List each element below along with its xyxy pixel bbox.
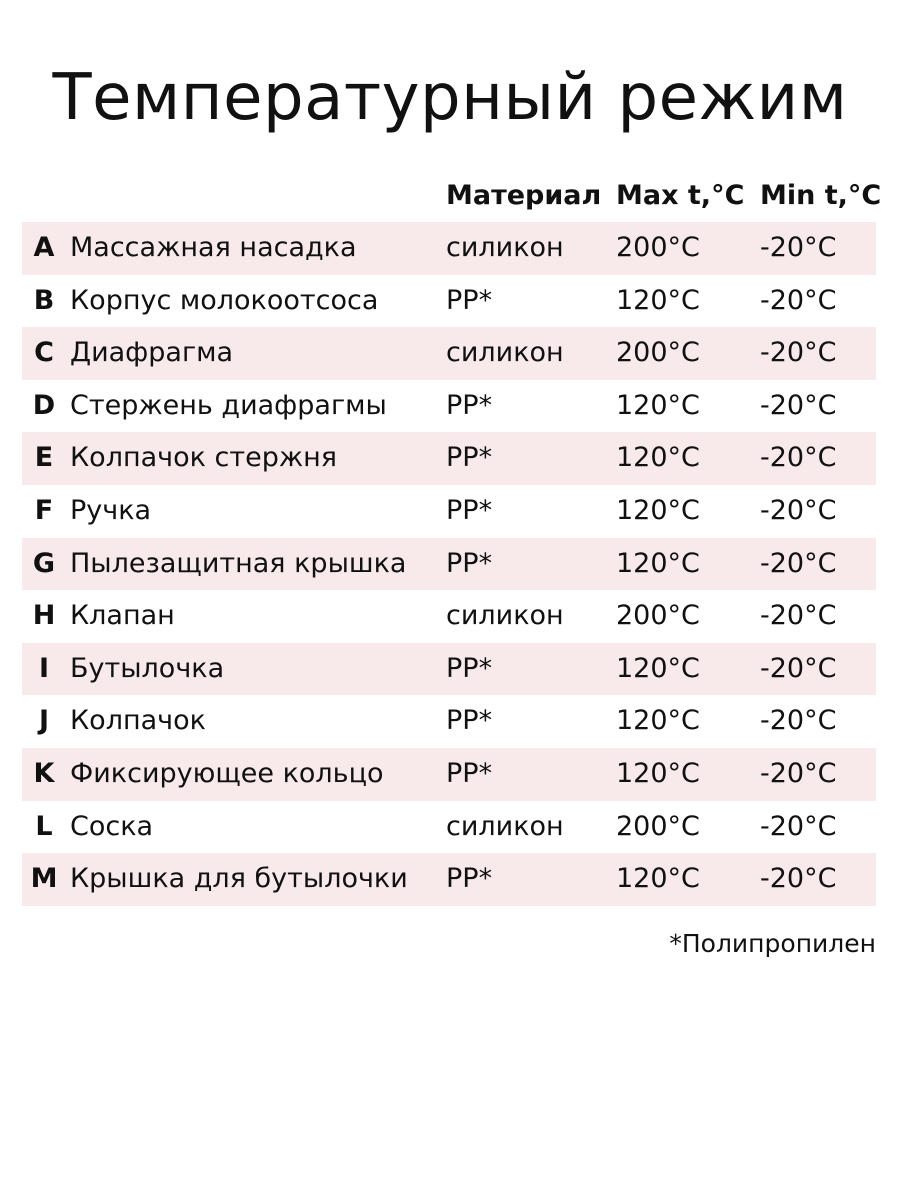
min-temp-cell: -20°C [760,284,837,316]
max-temp-cell: 200°C [616,810,700,842]
max-temp-cell: 120°C [616,389,700,421]
material-cell: PP* [446,389,493,421]
part-name: Ручка [70,494,152,526]
max-temp-cell: 200°C [616,337,700,369]
part-letter: G [32,547,56,579]
table-row [22,643,876,696]
part-letter: A [33,232,55,263]
table-row [22,748,876,801]
table-row [22,538,876,591]
min-temp-cell: -20°C [760,863,837,895]
part-name: Клапан [70,600,175,632]
min-temp-cell: -20°C [760,547,837,579]
min-temp-cell: -20°C [760,705,837,737]
table-row [22,275,876,328]
max-temp-cell: 120°C [616,863,700,895]
max-temp-cell: 120°C [616,442,700,474]
table-row [22,432,876,485]
header-min-temp: Min t,°C [760,180,882,211]
min-temp-cell: -20°C [760,337,837,369]
part-name: Бутылочка [70,652,225,684]
material-cell: PP* [446,757,493,789]
part-letter: L [35,810,53,842]
max-temp-cell: 120°C [616,652,700,684]
part-name: Колпачок стержня [70,442,338,474]
part-name: Пылезащитная крышка [70,547,407,579]
material-cell: силикон [446,810,564,842]
part-letter: C [34,337,54,369]
table-row [22,485,876,538]
part-letter: H [32,600,56,632]
material-cell: PP* [446,705,493,737]
part-name: Фиксирующее кольцо [70,757,384,789]
max-temp-cell: 120°C [616,705,700,737]
table-row [22,801,876,854]
part-letter: F [34,494,54,526]
header-material: Материал [446,180,602,211]
max-temp-cell: 200°C [616,232,700,263]
material-cell: силикон [446,232,564,263]
material-cell: PP* [446,442,493,474]
min-temp-cell: -20°C [760,757,837,789]
table-row [22,222,876,275]
part-letter: I [38,652,50,684]
part-letter: J [38,705,50,737]
material-cell: силикон [446,600,564,632]
material-cell: PP* [446,652,493,684]
min-temp-cell: -20°C [760,389,837,421]
part-letter: M [30,863,58,895]
part-letter: D [32,389,56,421]
max-temp-cell: 120°C [616,757,700,789]
table-row [22,327,876,380]
min-temp-cell: -20°C [760,810,837,842]
temperature-table [22,170,882,906]
footnote: *Полипропилен [669,929,876,958]
part-letter: E [34,442,54,474]
table-row [22,590,876,643]
part-name: Корпус молокоотсоса [70,284,379,316]
max-temp-cell: 200°C [616,600,700,632]
max-temp-cell: 120°C [616,547,700,579]
table-body [22,222,876,906]
part-name: Стержень диафрагмы [70,389,387,421]
min-temp-cell: -20°C [760,652,837,684]
table-header-row [22,170,882,222]
min-temp-cell: -20°C [760,600,837,632]
page-title: Температурный режим [52,61,848,135]
part-name: Колпачок [70,705,206,737]
max-temp-cell: 120°C [616,494,700,526]
part-name: Соска [70,810,154,842]
part-letter: B [33,284,55,316]
header-max-temp: Max t,°C [616,180,745,211]
min-temp-cell: -20°C [760,232,837,263]
material-cell: PP* [446,547,493,579]
material-cell: силикон [446,337,564,369]
part-name: Массажная насадка [70,232,357,263]
table-row [22,380,876,433]
max-temp-cell: 120°C [616,284,700,316]
min-temp-cell: -20°C [760,494,837,526]
material-cell: PP* [446,284,493,316]
part-letter: K [33,757,55,789]
material-cell: PP* [446,863,493,895]
table-row [22,695,876,748]
table-row [22,853,876,906]
material-cell: PP* [446,494,493,526]
min-temp-cell: -20°C [760,442,837,474]
part-name: Диафрагма [70,337,234,369]
part-name: Крышка для бутылочки [70,863,408,895]
